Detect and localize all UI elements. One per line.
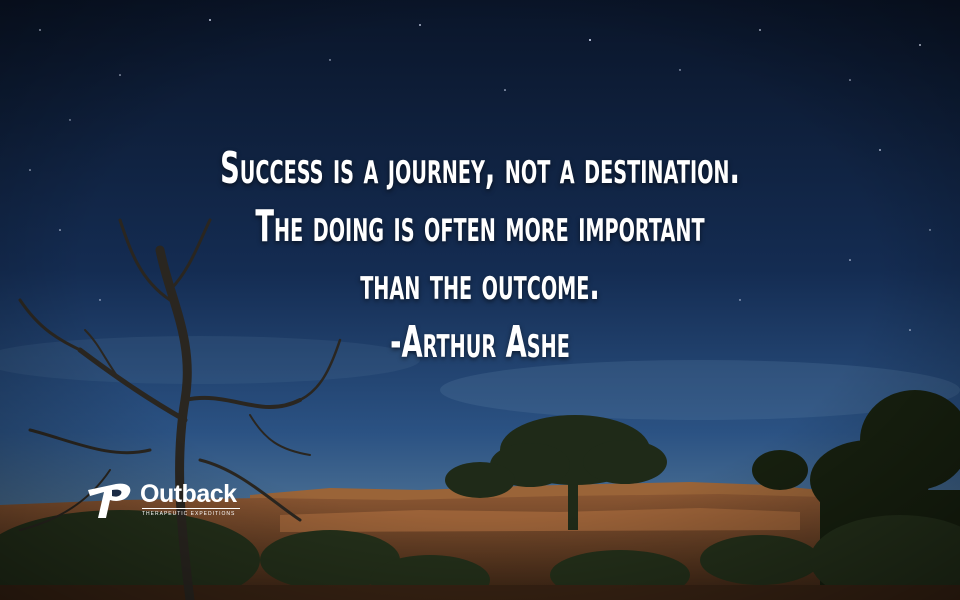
- logo-tagline: THERAPEUTIC EXPEDITIONS: [142, 511, 236, 517]
- quote-line: than the outcome.: [360, 259, 600, 310]
- quote-line: Success is a journey, not a destination.: [220, 143, 740, 194]
- quote-author: -Arthur Ashe: [390, 317, 570, 368]
- quote-line: The doing is often more important: [255, 201, 705, 252]
- logo-name: Outback: [140, 480, 237, 508]
- quote-text: [182, 140, 777, 372]
- logo-divider: [142, 508, 240, 509]
- outback-logo: [82, 478, 252, 526]
- logo-mark-icon: [82, 478, 138, 522]
